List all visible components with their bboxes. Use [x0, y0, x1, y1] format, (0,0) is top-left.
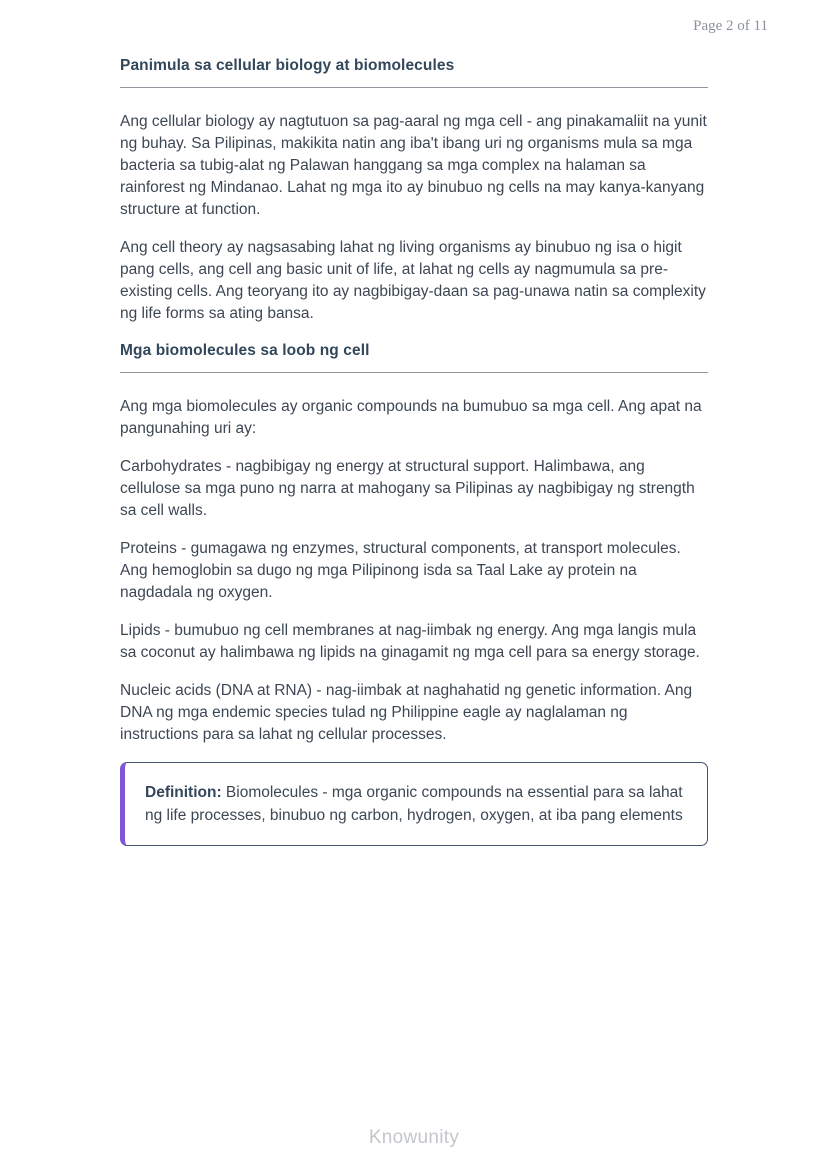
page-content — [120, 56, 708, 846]
paragraph-lipids: Lipids - bumubuo ng cell membranes at nag-iimbak ng energy. Ang mga langis mula sa coconut ay halimbawa ng lipids na ginagamit ng mga cell para sa energy storage. — [120, 622, 700, 661]
paragraph-proteins: Proteins - gumagawa ng enzymes, structural components, at transport molecules. Ang hemoglobin sa dugo ng mga Pilipinong isda sa Taal Lake ay protein na nagdadala ng oxygen. — [120, 540, 681, 601]
knowunity-watermark: Knowunity — [368, 1127, 460, 1148]
paragraph-biomolecules-intro: Ang mga biomolecules ay organic compounds na bumubuo sa mga cell. Ang apat na pangunahing uri ay: — [120, 398, 702, 437]
definition-body: Biomolecules - mga organic compounds na essential para sa lahat ng life processes, binubuo ng carbon, hydrogen, oxygen, at iba pang elements — [145, 784, 683, 824]
section-title: Mga biomolecules sa loob ng cell — [120, 342, 370, 359]
definition-box — [120, 762, 708, 846]
definition-text — [145, 781, 685, 827]
definition-label: Definition: — [145, 784, 222, 801]
paragraph-cellular-biology: Ang cellular biology ay nagtutuon sa pag-aaral ng mga cell - ang pinakamaliit na yunit ng buhay. Sa Pilipinas, makikita natin ang iba't ibang uri ng organisms mula sa mga bacteria sa tubig-alat ng Palawan hanggang sa mga complex na halaman sa rainforest ng Mindanao. Lahat ng mga ito ay binubuo ng cells na may kanya-kanyang structure at function. — [120, 113, 707, 218]
paragraph-nucleic-acids: Nucleic acids (DNA at RNA) - nag-iimbak at naghahatid ng genetic information. Ang DNA ng mga endemic species tulad ng Philippine eagle ay naglalaman ng instructions para sa lahat ng cellular processes. — [120, 682, 693, 743]
heading-rule — [120, 372, 708, 373]
paragraph-cell-theory: Ang cell theory ay nagsasabing lahat ng living organisms ay binubuo ng isa o higit pang cells, ang cell ang basic unit of life, at lahat ng cells ay nagmumula sa pre-existing cells. Ang teoryang ito ay nagbibigay-daan sa pag-unawa natin sa complexity ng life forms sa ating bansa. — [120, 239, 706, 322]
paragraph-carbohydrates: Carbohydrates - nagbibigay ng energy at structural support. Halimbawa, ang cellulose sa mga puno ng narra at mahogany sa Pilipinas ay nagbibigay ng strength sa cell walls. — [120, 458, 695, 519]
section-title: Panimula sa cellular biology at biomolecules — [120, 57, 455, 74]
section-header-intro — [120, 56, 708, 88]
section-header-biomolecules — [120, 341, 708, 373]
page-indicator: Page 2 of 11 — [693, 18, 768, 34]
heading-rule — [120, 87, 708, 88]
